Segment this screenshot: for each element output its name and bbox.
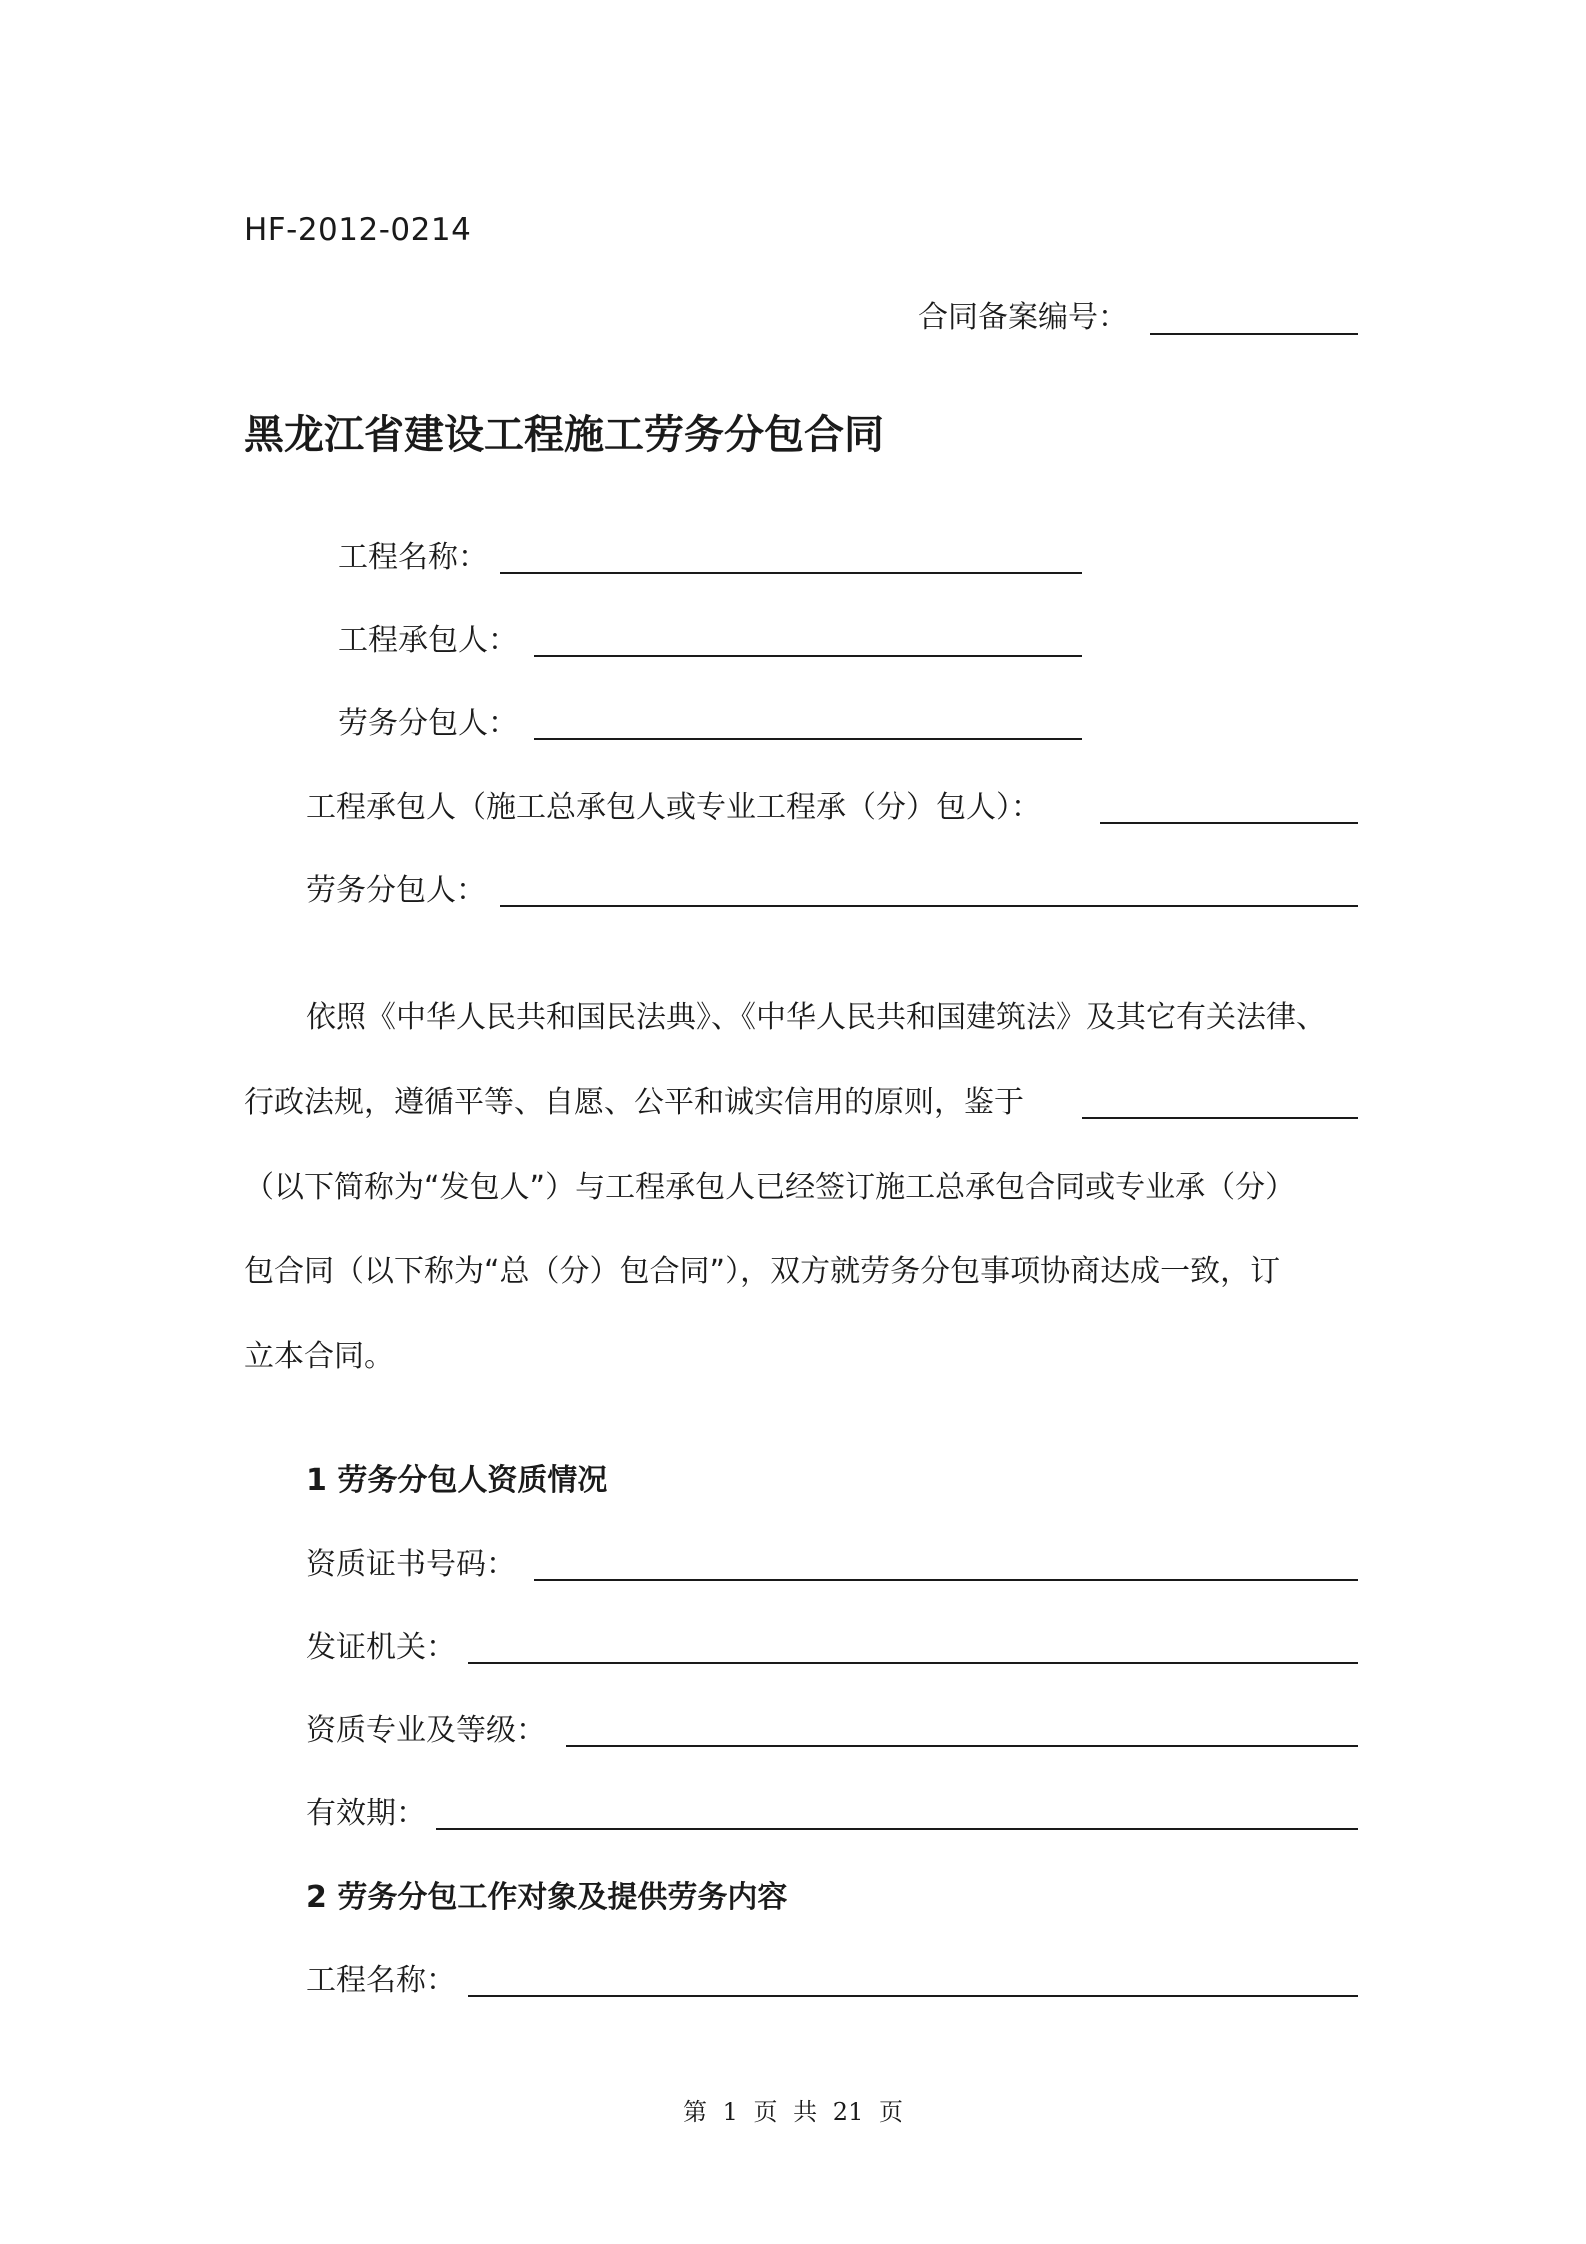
specialty-grade-blank — [566, 1745, 1358, 1747]
preamble-party-blank — [1082, 1117, 1358, 1119]
party-contractor-label: 工程承包人（施工总承包人或专业工程承（分）包人）： — [306, 790, 1041, 825]
cover-subcontractor-blank — [534, 738, 1082, 740]
page-number: 第 1 页 共 21 页 — [683, 2098, 903, 2126]
validity-label: 有效期： — [306, 1796, 426, 1831]
party-subcontractor-label: 劳务分包人： — [306, 873, 486, 908]
cover-contractor-blank — [534, 655, 1082, 657]
preamble-line-5: 立本合同。 — [244, 1339, 394, 1374]
preamble-line-4: 包合同（以下称为“总（分）包合同”），双方就劳务分包事项协商达成一致，订 — [244, 1254, 1281, 1289]
cover-subcontractor-label: 劳务分包人： — [338, 706, 518, 741]
cover-project-name-label: 工程名称： — [338, 540, 488, 575]
contract-title: 黑龙江省建设工程施工劳务分包合同 — [244, 412, 884, 458]
preamble-line-3: （以下简称为“发包人”）与工程承包人已经签订施工总承包合同或专业承（分） — [244, 1170, 1296, 1205]
specialty-grade-label: 资质专业及等级： — [306, 1713, 546, 1748]
s2-project-name-blank — [468, 1995, 1358, 1997]
document-code: HF-2012-0214 — [244, 212, 472, 248]
preamble-line-1: 依照《中华人民共和国民法典》、《中华人民共和国建筑法》及其它有关法律、 — [306, 1000, 1326, 1035]
filing-number-label: 合同备案编号： — [918, 300, 1128, 335]
s2-project-name-label: 工程名称： — [306, 1963, 456, 1998]
filing-number-blank — [1150, 333, 1358, 335]
cert-number-blank — [534, 1579, 1358, 1581]
section-2-heading: 2 劳务分包工作对象及提供劳务内容 — [306, 1880, 788, 1915]
issuing-authority-label: 发证机关： — [306, 1630, 456, 1665]
cert-number-label: 资质证书号码： — [306, 1547, 516, 1582]
party-contractor-blank — [1100, 822, 1358, 824]
cover-project-name-blank — [500, 572, 1082, 574]
cover-contractor-label: 工程承包人： — [338, 623, 518, 658]
party-subcontractor-blank — [500, 905, 1358, 907]
validity-blank — [436, 1828, 1358, 1830]
issuing-authority-blank — [468, 1662, 1358, 1664]
preamble-line-2: 行政法规，遵循平等、自愿、公平和诚实信用的原则，鉴于 — [244, 1085, 1024, 1120]
section-1-heading: 1 劳务分包人资质情况 — [306, 1463, 608, 1498]
